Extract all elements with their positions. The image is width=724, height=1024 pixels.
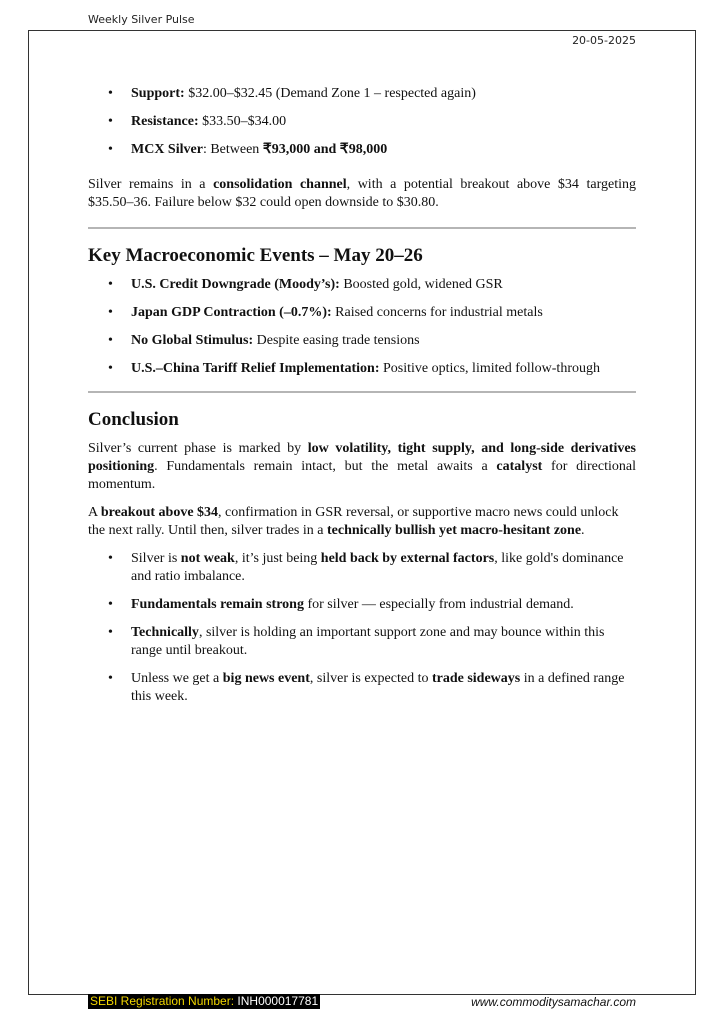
macro-event-item: • U.S. Credit Downgrade (Moody’s): Boosted gold, widened GSR (88, 276, 636, 294)
resistance-value: $33.50–$34.00 (198, 114, 287, 129)
conclusion-paragraph-1: Silver’s current phase is marked by low volatility, tight supply, and long-side derivatives positioning. Fundamentals remain intact, but the metal awaits a catalyst for directional momentum. (88, 441, 636, 492)
document-body (88, 85, 636, 716)
price-levels-list (88, 85, 636, 159)
conclusion-heading: Conclusion (88, 409, 179, 430)
mcx-range: ₹93,000 and ₹98,000 (262, 142, 388, 157)
section-divider (88, 391, 636, 393)
conclusion-paragraph-2: A breakout above $34, confirmation in GSR reversal, or supportive macro news could unlock the next rally. Until then, silver trades in a technically bullish yet macro-hesitant zone. (88, 505, 619, 538)
support-value: $32.00–$32.45 (Demand Zone 1 – respected again) (184, 86, 476, 101)
section-divider (88, 227, 636, 229)
sebi-number: INH000017781 (234, 994, 319, 1008)
conclusion-point: • Fundamentals remain strong for silver — especially from industrial demand. (88, 596, 636, 614)
sebi-registration-badge (88, 994, 320, 1009)
resistance-level-item (88, 113, 636, 131)
report-title: Weekly Silver Pulse (88, 13, 195, 26)
support-level-item (88, 85, 636, 103)
mcx-silver-item (88, 141, 636, 159)
report-date: 20-05-2025 (572, 34, 636, 47)
macro-events-list (88, 276, 636, 378)
sebi-label: SEBI Registration Number: (90, 994, 235, 1008)
conclusion-point: • Technically, silver is holding an important support zone and may bounce within this range until breakout. (88, 624, 636, 660)
macro-event-item: • No Global Stimulus: Despite easing trade tensions (88, 332, 636, 350)
conclusion-point: • Silver is not weak, it’s just being held back by external factors, like gold's dominance and ratio imbalance. (88, 550, 636, 586)
conclusion-points-list (88, 550, 636, 706)
mcx-between: : Between (202, 142, 263, 157)
resistance-label: Resistance: (131, 114, 199, 129)
mcx-label: MCX Silver (131, 142, 203, 157)
macro-event-item: • U.S.–China Tariff Relief Implementation: Positive optics, limited follow-through (88, 360, 636, 378)
macro-heading: Key Macroeconomic Events – May 20–26 (88, 245, 423, 266)
support-label: Support: (131, 86, 185, 101)
website-link[interactable]: www.commoditysamachar.com (471, 995, 636, 1009)
outlook-paragraph: Silver remains in a consolidation channel, with a potential breakout above $34 targeting $35.50–36. Failure below $32 could open downside to $30.80. (88, 177, 636, 210)
conclusion-point: • Unless we get a big news event, silver is expected to trade sideways in a defined range this week. (88, 670, 636, 706)
macro-event-item: • Japan GDP Contraction (–0.7%): Raised concerns for industrial metals (88, 304, 636, 322)
